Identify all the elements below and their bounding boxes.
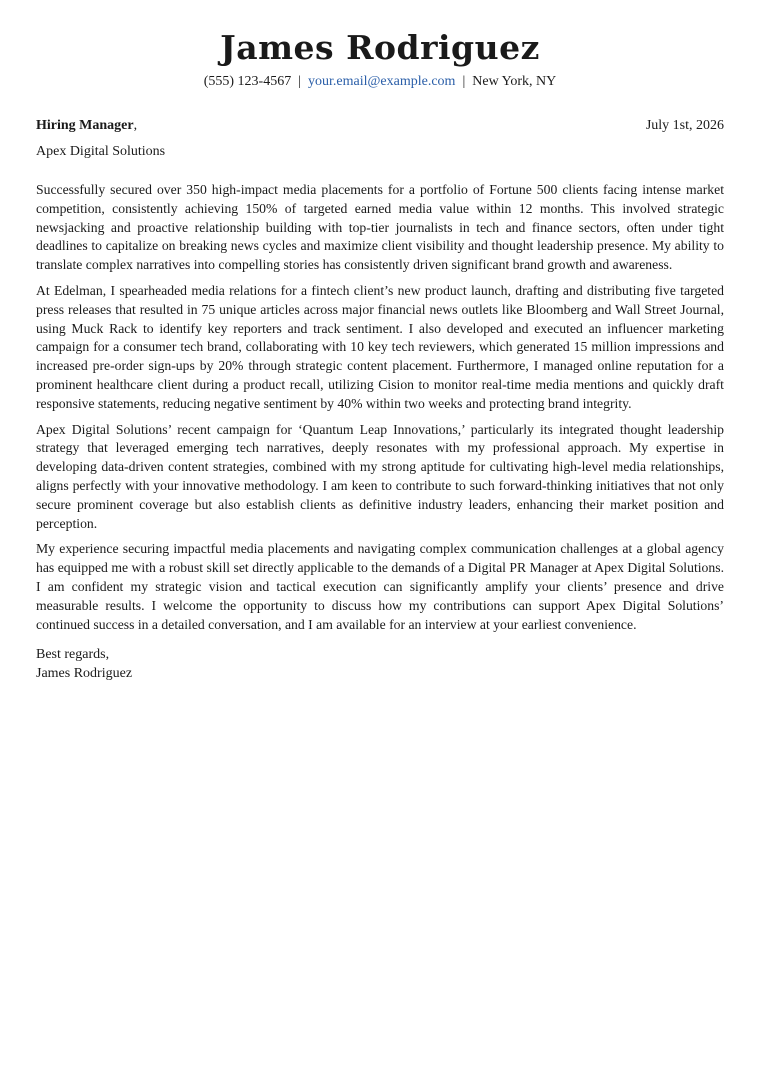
body-paragraph: At Edelman, I spearheaded media relations for a fintech client’s new product launch, drafting and distributing five targeted press releases that resulted in 75 unique articles across major financial news outlets like Bloomberg and Wall Street Journal, using Muck Rack to identify key reporters and track sentiment. I also developed and executed an influencer marketing campaign for a consumer tech brand, collaborating with 10 key tech reviewers, which generated 15 million impressions and increased pre-order sign-ups by 20% through strategic content placement. Furthermore, I managed online reputation for a prominent healthcare client during a product recall, utilizing Cision to monitor real-time media mentions and quickly draft responsive statements, reducing negative sentiment by 40% within two weeks and protecting brand integrity. <box>36 282 724 411</box>
email-link[interactable]: your.email@example.com <box>308 74 456 89</box>
applicant-name: James Rodriguez <box>220 28 540 67</box>
closing-signature: James Rodriguez <box>36 666 133 682</box>
letter-closing <box>36 645 724 683</box>
contact-line <box>36 72 724 92</box>
letter-body <box>36 181 724 634</box>
contact-separator: | <box>462 74 466 89</box>
recipient-name: Hiring Manager <box>36 118 134 133</box>
contact-separator: | <box>298 74 302 89</box>
body-paragraph: Apex Digital Solutions’ recent campaign for ‘Quantum Leap Innovations,’ particularly its integrated thought leadership strategy that leveraged emerging tech narratives, deeply resonates with my professional approach. My expertise in developing data-driven content strategies, combined with my strong aptitude for cultivating high-level media relationships, aligns perfectly with your innovative methodology. I am keen to contribute to such forward-thinking initiatives that not only secure prominent coverage but also establish clients as definitive industry leaders, enhancing their market position and perception. <box>36 421 724 531</box>
letter-date: July 1st, 2026 <box>645 118 724 133</box>
recipient-block <box>36 116 137 136</box>
location: New York, NY <box>472 74 557 89</box>
phone-number: (555) 123-4567 <box>203 74 292 89</box>
recipient-company: Apex Digital Solutions <box>36 144 166 159</box>
body-paragraph: Successfully secured over 350 high-impact media placements for a portfolio of Fortune 500 clients facing intense market competition, consistently achieving 150% of targeted earned media value within 12 months. This involved strategic newsjacking and proactive relationship building with top-tier journalists in tech and finance sectors, often under tight deadlines to capitalize on breaking news cycles and maximize client visibility and thought leadership presence. My ability to translate complex narratives into compelling stories has consistently driven significant brand growth and awareness. <box>36 182 724 273</box>
recipient-date-row <box>36 116 724 136</box>
closing-salutation: Best regards, <box>36 647 110 663</box>
body-paragraph: My experience securing impactful media placements and navigating complex communication challenges at a global agency has equipped me with a robust skill set directly applicable to the demands of a Digital PR Manager at Apex Digital Solutions. I am confident my strategic vision and tactical execution can significantly amplify your clients’ presence and drive measurable results. I welcome the opportunity to discuss how my contributions can support Apex Digital Solutions’ continued success in a detailed conversation, and I am available for an interview at your earliest convenience. <box>36 541 724 632</box>
recipient-comma: , <box>133 118 138 133</box>
